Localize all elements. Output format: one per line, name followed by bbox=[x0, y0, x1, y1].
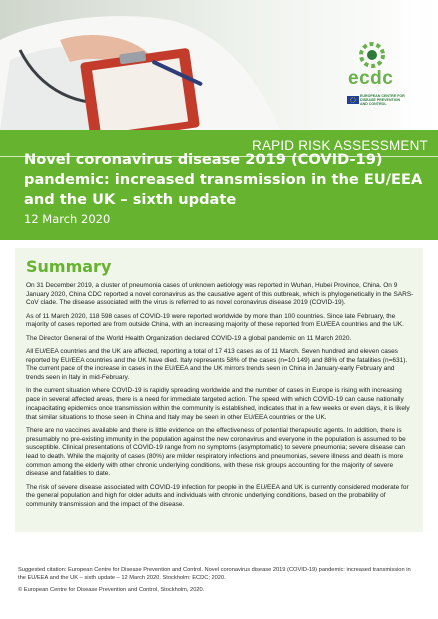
summary-paragraph: The risk of severe disease associated with COVID-19 infection for people in the EU/EEA and UK is currently considered moderate for the general population and high for older adults and individuals with chronic underlying conditions, based on the probability of community transmission and the impact of the disease. bbox=[26, 483, 409, 509]
suggested-citation: Suggested citation: European Centre for Disease Prevention and Control. Novel coronavirus disease 2019 (COVID-19) pandemic: increased transmission in the EU/EEA and the UK – sixth update – 12 March 2020. Stockholm: ECDC; 2020. bbox=[18, 567, 411, 581]
summary-paragraph: As of 11 March 2020, 118 598 cases of COVID-19 were reported worldwide by more than 100 countries. Since late February, the majority of cases reported are from outside China, with an increasing majority of these reported from EU/EEA countries and the UK. bbox=[26, 312, 404, 329]
header-photo bbox=[0, 0, 438, 130]
ecdc-logo bbox=[330, 40, 420, 110]
summary-paragraph: There are no vaccines available and there is little evidence on the effectiveness of potential therapeutic agents. In addition, there is presumably no pre-existing immunity in the population against the new coronavirus and everyone in the population is assumed to be susceptible. Clinical presentations of COVID-19 range from no symptoms (asymptomatic) to severe pneumonia; severe disease can lead to death. While the majority of cases (80%) are milder respiratory infections and pneumonias, severe illness and death is more common among the elderly with other chronic underlying conditions, with these risk groups accounting for the majority of severe disease and fatalities to date. bbox=[26, 426, 406, 478]
report-date: 12 March 2020 bbox=[24, 212, 111, 226]
summary-body bbox=[26, 282, 414, 514]
report-title: Novel coronavirus disease 2019 (COVID-19) pandemic: increased transmission in the EU/EEA and the UK – sixth update bbox=[24, 151, 423, 208]
eu-flag-icon bbox=[347, 96, 359, 104]
summary-paragraph: All EU/EEA countries and the UK are affected, reporting a total of 17 413 cases as of 11 March. Seven hundred and eleven cases reported by EU/EEA countries and the UK have died. Italy represents 58% of the cases (n=10 149) and 88% of the fatalities (n=631). The current pace of the increase in cases in the EU/EEA and the UK mirrors trends seen in China in January-early February and trends seen in Italy in mid-February. bbox=[26, 348, 408, 382]
logo-line-2: DISEASE PREVENTION bbox=[360, 98, 401, 102]
summary-paragraph: The Director General of the World Health Organization declared COVID-19 a global pandemic on 11 March 2020. bbox=[26, 334, 352, 342]
copyright-notice: © European Centre for Disease Prevention and Control, Stockholm, 2020. bbox=[18, 587, 205, 593]
summary-paragraph: In the current situation where COVID-19 is rapidly spreading worldwide and the number of cases in Europe is rising with increasing pace in several affected areas, there is a need for immediate targeted action. The speed with which COVID-19 can cause nationally incapacitating epidemics once transmission within the community is established, indicates that in a few weeks or even days, it is likely that similar situations to those seen in China and Italy may be seen in other EU/EEA countries or the UK. bbox=[26, 387, 410, 421]
ecdc-emblem-icon bbox=[352, 40, 392, 70]
summary-paragraph: On 31 December 2019, a cluster of pneumonia cases of unknown aetiology was reported in Wuhan, Hubei Province, China. On 9 January 2020, China CDC reported a novel coronavirus as the causative agent of this outbreak, which is phylogenetically in the SARS-CoV clade. The disease associated with the virus is referred to as novel coronavirus disease 2019 (COVID-19). bbox=[26, 282, 414, 307]
logo-line-3: AND CONTROL bbox=[360, 102, 387, 106]
ecdc-wordmark: ecdc bbox=[348, 68, 394, 89]
summary-heading: Summary bbox=[26, 257, 112, 276]
logo-line-1: EUROPEAN CENTRE FOR bbox=[360, 94, 405, 98]
report-type-label: RAPID RISK ASSESSMENT bbox=[252, 138, 428, 153]
